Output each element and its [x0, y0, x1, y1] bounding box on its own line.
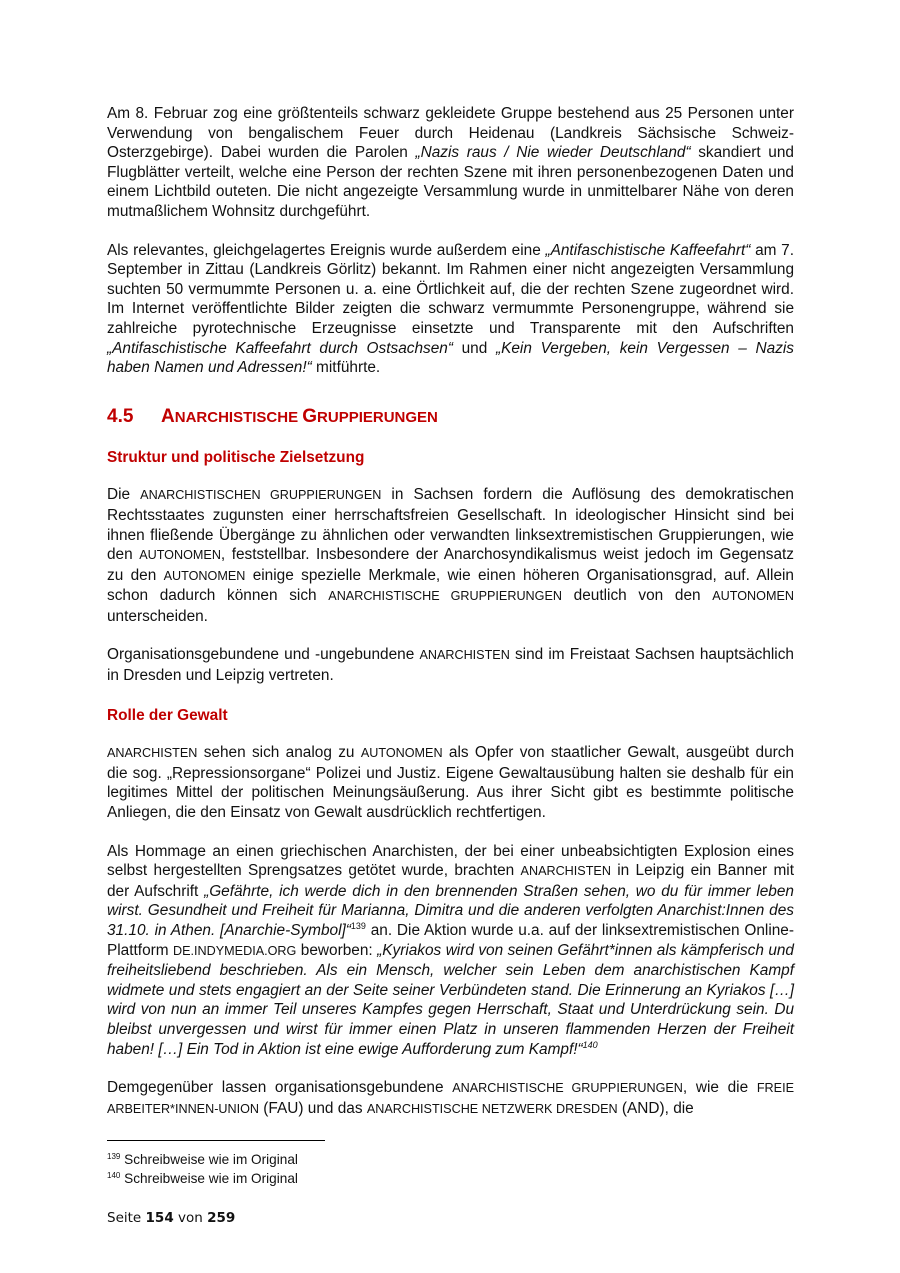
page-number-footer: Seite 154 von 259 — [107, 1210, 236, 1226]
paragraph-gewalt: ANARCHISTEN sehen sich analog zu AUTONOMEN als Opfer von staatlicher Gewalt, ausgeübt durch die sog. „Repressionsorgane“ Polizei und Justiz. Eigene Gewaltausübung halten sie deshalb für ein legitimes Mittel der politischen Meinungsäußerung. Aus ihrer Sicht gibt es bestimmte politische Anliegen, die den Einsatz von Gewalt ausdrücklich rechtfertigen. — [107, 744, 795, 822]
paragraph-organisationen: Demgegenüber lassen organisationsgebundene ANARCHISTISCHE GRUPPIERUNGEN, wie die FREIE ARBEITER*INNEN-UNION (FAU) und das ANARCHISTISCHE NETZWERK DRESDEN (AND), die — [107, 1079, 794, 1117]
paragraph-verbreitung: Organisationsgebundene und -ungebundene ANARCHISTEN sind im Freistaat Sachsen hauptsächlich in Dresden und Leipzig vertreten. — [107, 646, 794, 685]
quote: „Gefährte, ich werde dich in den brennenden Straßen sehen, wo du für immer leben wirst. Gesundheit und Freiheit für Marianna, Dimitra und die anderen verfolgten Anarchist:Innen des 31.10. in Athen. [Anarchie-Symbol]“ — [107, 882, 794, 939]
quote: „Kein Vergeben, kein Vergessen – Nazis haben Namen und Adressen!“ — [107, 339, 795, 377]
section-heading — [107, 406, 794, 428]
document-body — [107, 104, 794, 1119]
section-number: 4.5 — [107, 405, 134, 427]
quote: „Antifaschistische Kaffeefahrt durch Ostsachsen“ — [107, 339, 453, 357]
footnote-140: $^{140}$ Schreibweise wie im Original — [107, 1171, 298, 1186]
quote: „Nazis raus / Nie wieder Deutschland“ — [415, 144, 691, 162]
subheading-struktur: Struktur und politische Zielsetzung — [107, 448, 365, 466]
section-title: ANARCHISTISCHE GRUPPIERUNGEN — [161, 405, 438, 427]
paragraph-heidenau: Am 8. Februar zog eine größtenteils schwarz gekleidete Gruppe bestehend aus 25 Personen unter Verwendung von bengalischem Feuer durch Heidenau (Landkreis Sächsische Schweiz-Osterzgebirge). Dabei wurden die Parolen „Nazis raus / Nie wieder Deutschland“ skandiert und Flugblätter verteilt, welche eine Person der rechten Szene mit ihren personenbezogenen Daten und einem Lichtbild outeten. Die nicht angezeigte Versammlung wurde in unmittelbarer Nähe von deren mutmaßlichem Wohnsitz durchgeführt. — [107, 105, 794, 220]
paragraph-zittau: Als relevantes, gleichgelagertes Ereignis wurde außerdem eine „Antifaschistische Kaffeefahrt“ am 7. September in Zittau (Landkreis Görlitz) bekannt. Im Rahmen einer nicht angezeigten Versammlung suchten 50 vermummte Personen u. a. eine Örtlichkeit auf, die der rechten Szene zugeordnet wird. Im Internet veröffentlichte Bilder zeigten die schwarz vermummte Personengruppe, während sie zahlreiche pyrotechnische Erzeugnisse einsetzte und Transparente mit den Aufschriften „Antifaschistische Kaffeefahrt durch Ostsachsen“ und „Kein Vergeben, kein Vergessen – Nazis haben Namen und Adressen!“ mitführte. — [107, 241, 795, 377]
footnote-139: $^{139}$ Schreibweise wie im Original — [107, 1152, 298, 1167]
quote: „Antifaschistische Kaffeefahrt“ — [545, 241, 751, 259]
subheading-gewalt: Rolle der Gewalt — [107, 706, 228, 724]
footnote-divider — [107, 1140, 325, 1141]
paragraph-struktur: Die ANARCHISTISCHEN GRUPPIERUNGEN in Sachsen fordern die Auflösung des demokratischen Rechtsstaates zugunsten einer herrschaftsfreien Gesellschaft. In ideologischer Hinsicht sind bei ihnen fließende Übergänge zu ähnlichen oder verwandten linksextremistischen Gruppierungen, wie den AUTONOMEN, feststellbar. Insbesondere der Anarchosyndikalismus weist jedoch im Gegensatz zu den AUTONOMEN einige spezielle Merkmale, wie einen höheren Organisationsgrad, auf. Allein schon dadurch können sich ANARCHISTISCHE GRUPPIERUNGEN deutlich von den AUTONOMEN unterscheiden. — [107, 486, 794, 625]
footnotes — [107, 1150, 298, 1188]
footnote-ref[interactable]: 140 — [582, 1039, 598, 1050]
footnote-ref[interactable]: 139 — [350, 920, 366, 931]
quote: „Kyriakos wird von seinen Gefährt*innen als kämpferisch und freiheitsliebend beschrieben. Als ein Mensch, welcher sein Leben dem anarchistischen Kampf widmete und stets engagiert an der Seite seiner Verbündeten stand. Die Erinnerung an Kyriakos […] wird von nun an immer Teil unseres Kampfes gegen Herrschaft, Staat und Unterdrückung sein. Du bleibst unvergessen und wirst für immer einen Platz in unseren flammenden Herzen der Freiheit haben! […] Ein Tod in Aktion ist eine ewige Aufforderung zum Kampf!“ — [107, 941, 794, 1058]
link-indymedia: DE.INDYMEDIA.ORG — [173, 943, 297, 958]
paragraph-hommage: Als Hommage an einen griechischen Anarchisten, der bei einer unbeabsichtigten Explosion eines selbst hergestellten Sprengsatzes getötet wurde, brachten ANARCHISTEN in Leipzig ein Banner mit der Aufschrift „Gefährte, ich werde dich in den brennenden Straßen sehen, wo du für immer leben wirst. Gesundheit und Freiheit für Marianna, Dimitra und die anderen verfolgten Anarchist:Innen des 31.10. in Athen. [Anarchie-Symbol]“$^{139}$ an. Die Aktion wurde u.a. auf der linksextremistischen Online-Plattform DE.INDYMEDIA.ORG beworben: „Kyriakos wird von seinen Gefährt*innen als kämpferisch und freiheitsliebend beschrieben. Als ein Mensch, welcher sein Leben dem anarchistischen Kampf widmete und stets engagiert an der Seite seiner Verbündeten stand. Die Erinnerung an Kyriakos […] wird von nun an immer Teil unseres Kampfes gegen Herrschaft, Staat und Unterdrückung sein. Du bleibst unvergessen und wirst für immer einen Platz in unseren flammenden Herzen der Freiheit haben! […] Ein Tod in Aktion ist eine ewige Aufforderung zum Kampf!“$^{140}$ — [107, 842, 794, 1058]
